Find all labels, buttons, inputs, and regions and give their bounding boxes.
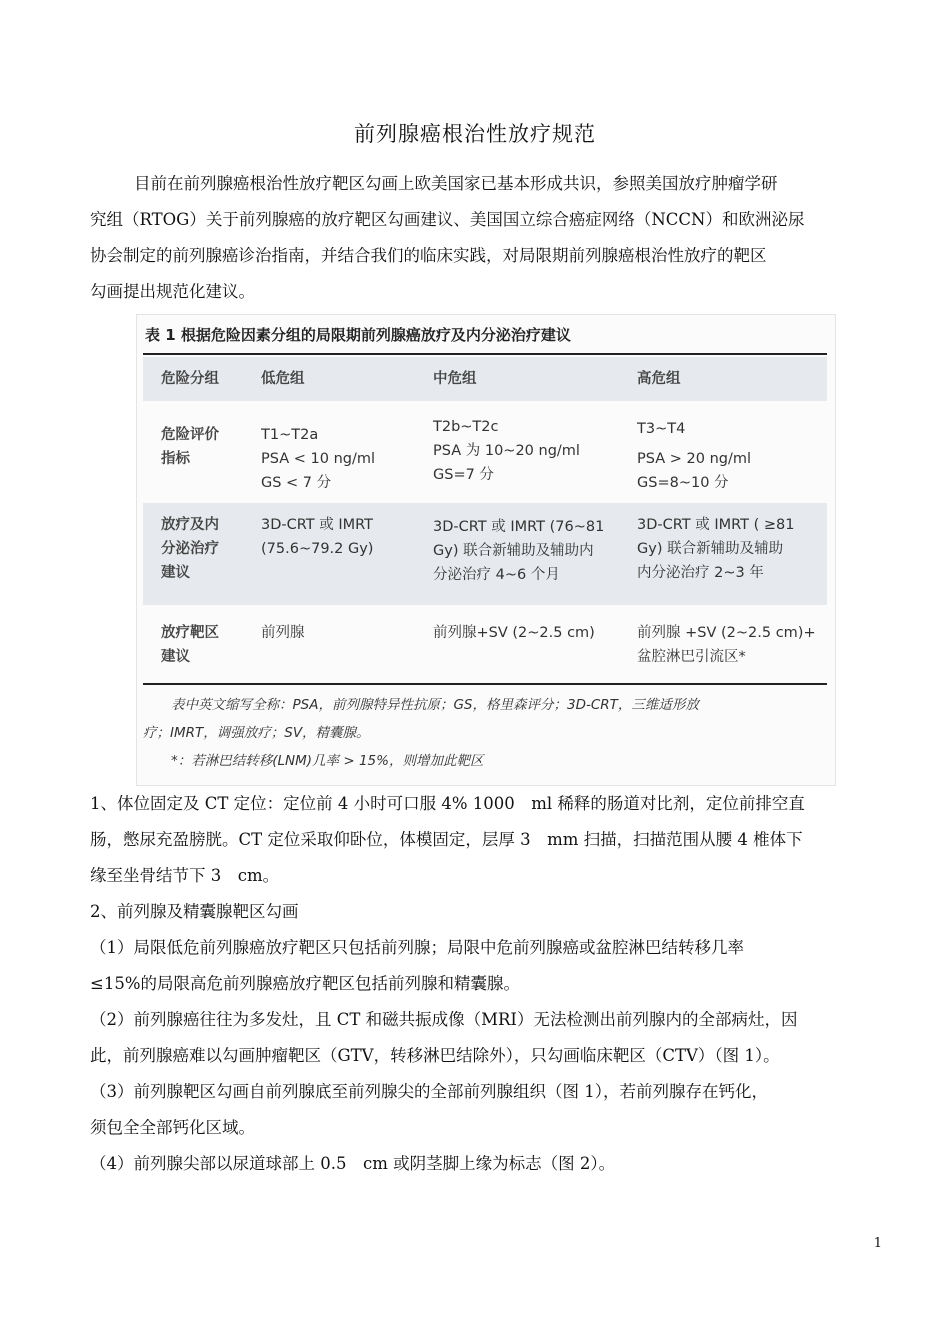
table-note: *：若淋巴结转移(LNM)几率 > 15%，则增加此靶区: [171, 753, 484, 769]
text-line: （1）局限低危前列腺癌放疗靶区只包括前列腺；局限中危前列腺癌或盆腔淋巴结转移几率: [90, 938, 744, 957]
text-line: 1、体位固定及 CT 定位：定位前 4 小时可口服 4% 1000 ml 稀释的肠道对比剂，定位前排空直: [90, 794, 805, 813]
page-title: 前列腺癌根治性放疗规范: [354, 122, 596, 146]
table-row: [143, 411, 827, 503]
table-caption: 表 1 根据危险因素分组的局限期前列腺癌放疗及内分泌治疗建议: [145, 326, 571, 344]
row-label: 放疗靶区 建议: [161, 625, 219, 665]
intro-paragraph: [90, 166, 890, 310]
text-line: 须包全全部钙化区域。: [90, 1118, 255, 1137]
row-label: 放疗及内 分泌治疗 建议: [161, 517, 219, 581]
table-bottom-rule: [143, 683, 827, 685]
text-line: （4）前列腺尖部以尿道球部上 0.5 cm 或阴茎脚上缘为标志（图 2）。: [90, 1154, 616, 1173]
text-line: 肠，憋尿充盈膀胱。CT 定位采取仰卧位，体模固定，层厚 3 mm 扫描，扫描范围从腰 4 椎体下: [90, 830, 803, 849]
low-risk-cell: 3D-CRT 或 IMRT (75.6~79.2 Gy): [261, 517, 374, 557]
mid-risk-cell: 3D-CRT 或 IMRT (76~81 Gy) 联合新辅助及辅助内 分泌治疗 4~6 个月: [433, 519, 605, 583]
high-risk-cell: 3D-CRT 或 IMRT ( ≥81 Gy) 联合新辅助及辅助 内分泌治疗 2~3 年: [637, 517, 795, 581]
high-risk-cell: 前列腺 +SV (2~2.5 cm)+ 盆腔淋巴引流区*: [637, 625, 816, 665]
text-line: 目前在前列腺癌根治性放疗靶区勾画上欧美国家已基本形成共识，参照美国放疗肿瘤学研: [134, 174, 778, 193]
header-cell: 低危组: [261, 371, 305, 387]
header-cell: 危险分组: [161, 371, 219, 387]
row-label: 危险评价 指标: [161, 427, 219, 467]
text-line: （2）前列腺癌往往为多发灶，且 CT 和磁共振成像（MRI）无法检测出前列腺内的全部病灶，因: [90, 1010, 798, 1029]
text-line: 缘至坐骨结节下 3 cm。: [90, 866, 280, 885]
table-top-rule: [143, 353, 827, 355]
section-heading: 2、前列腺及精囊腺靶区勾画: [90, 902, 299, 921]
table-row: [143, 609, 827, 677]
body-paragraphs: [90, 786, 890, 1182]
risk-table-figure: [136, 314, 836, 786]
page-number: 1: [873, 1236, 882, 1251]
text-line: （3）前列腺靶区勾画自前列腺底至前列腺尖的全部前列腺组织（图 1），若前列腺存在钙化，: [90, 1082, 768, 1101]
header-cell: 高危组: [637, 371, 681, 387]
text-line: 协会制定的前列腺癌诊治指南，并结合我们的临床实践，对局限期前列腺癌根治性放疗的靶区: [90, 246, 767, 265]
low-risk-cell: 前列腺: [261, 625, 305, 641]
text-line: 勾画提出规范化建议。: [90, 282, 255, 301]
text-line: 究组（RTOG）关于前列腺癌的放疗靶区勾画建议、美国国立综合癌症网络（NCCN）和欧洲泌尿: [90, 210, 805, 229]
table-note: 疗；IMRT，调强放疗；SV，精囊腺。: [143, 725, 370, 741]
low-risk-cell: T1~T2a PSA < 10 ng/ml GS < 7 分: [261, 427, 375, 491]
text-line: 此，前列腺癌难以勾画肿瘤靶区（GTV，转移淋巴结除外），只勾画临床靶区（CTV）（图 1）。: [90, 1046, 780, 1065]
mid-risk-cell: T2b~T2c PSA 为 10~20 ng/ml GS=7 分: [433, 419, 580, 483]
mid-risk-cell: 前列腺+SV (2~2.5 cm): [433, 625, 595, 641]
text-line: ≤15%的局限高危前列腺癌放疗靶区包括前列腺和精囊腺。: [90, 974, 520, 993]
table-note: 表中英文缩写全称：PSA，前列腺特异性抗原；GS，格里森评分；3D-CRT，三维适形放: [171, 697, 699, 713]
table-row: [143, 503, 827, 605]
table-header-row: [143, 357, 827, 401]
high-risk-cell: T3~T4 PSA > 20 ng/ml GS=8~10 分: [637, 421, 751, 491]
header-cell: 中危组: [433, 371, 477, 387]
